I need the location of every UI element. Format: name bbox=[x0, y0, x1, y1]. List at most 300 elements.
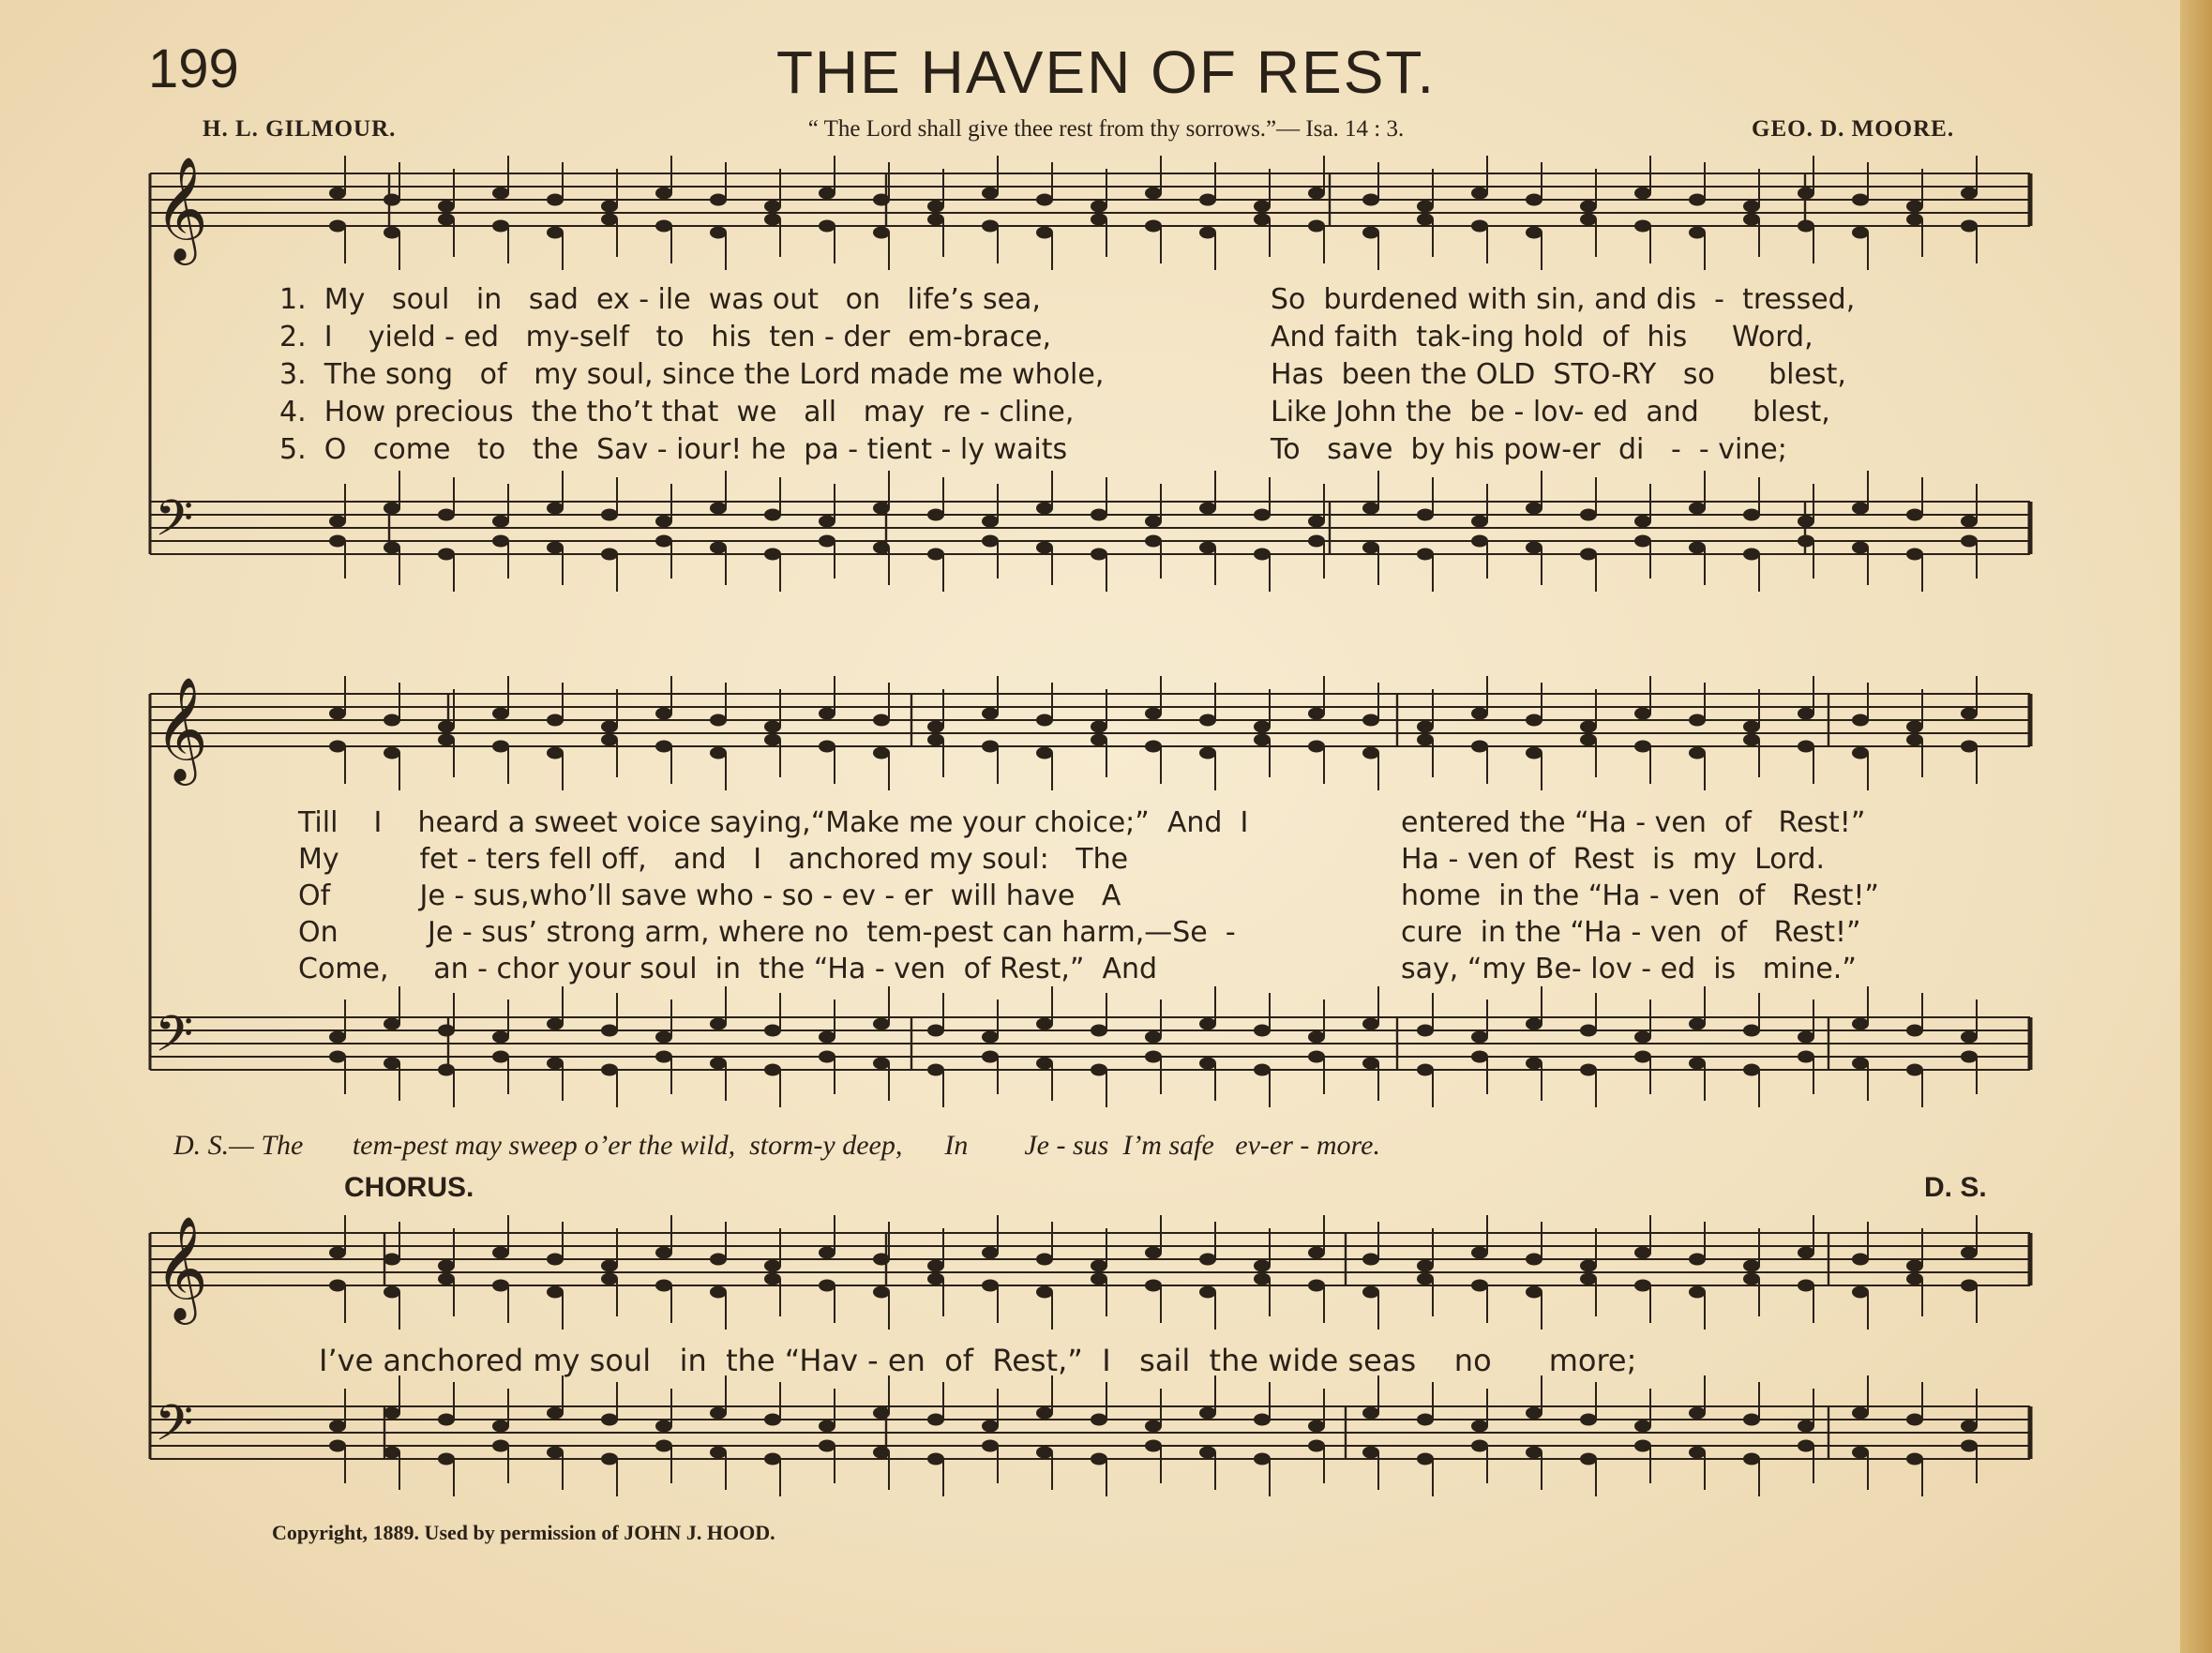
note-head bbox=[1743, 1260, 1760, 1272]
note-head bbox=[438, 1414, 455, 1426]
note-head bbox=[764, 1025, 781, 1037]
note-head bbox=[1852, 503, 1869, 515]
note-head bbox=[1254, 1260, 1271, 1272]
note-head bbox=[819, 741, 835, 753]
note-head bbox=[873, 1407, 890, 1420]
note-head bbox=[1199, 714, 1216, 727]
note-head bbox=[1526, 503, 1542, 515]
note-head bbox=[710, 1058, 727, 1070]
note-head bbox=[1362, 194, 1379, 206]
note-head bbox=[1906, 1453, 1923, 1465]
note-head bbox=[819, 708, 835, 720]
verse-line: cure in the “Ha - ven of Rest!” bbox=[1401, 916, 1861, 949]
note-head bbox=[927, 1064, 944, 1076]
note-head bbox=[1471, 516, 1488, 528]
note-head bbox=[601, 721, 618, 733]
note-head bbox=[1743, 509, 1760, 521]
note-head bbox=[384, 1254, 400, 1266]
verse-line: And faith tak-ing hold of his Word, bbox=[1271, 321, 1813, 353]
note-head bbox=[873, 714, 890, 727]
note-head bbox=[982, 741, 999, 753]
note-head bbox=[492, 1280, 509, 1292]
note-head bbox=[547, 714, 564, 727]
note-head bbox=[1308, 1031, 1325, 1044]
treble-clef-icon: 𝄞 bbox=[155, 1215, 208, 1320]
verse-line: 3. The song of my soul, since the Lord made me whole, bbox=[279, 358, 1105, 391]
note-head bbox=[547, 1254, 564, 1266]
note-head bbox=[1634, 516, 1651, 528]
note-head bbox=[1254, 548, 1271, 561]
note-head bbox=[438, 214, 455, 226]
note-head bbox=[1906, 1025, 1923, 1037]
note-head bbox=[1254, 509, 1271, 521]
note-head bbox=[384, 503, 400, 515]
note-head bbox=[927, 1453, 944, 1465]
note-head bbox=[819, 220, 835, 233]
note-head bbox=[492, 708, 509, 720]
note-head bbox=[927, 1025, 944, 1037]
note-head bbox=[655, 708, 672, 720]
note-head bbox=[1362, 1254, 1379, 1266]
note-head bbox=[1798, 516, 1814, 528]
note-head bbox=[710, 503, 727, 515]
note-head bbox=[655, 741, 672, 753]
note-head bbox=[1308, 1247, 1325, 1259]
note-head bbox=[710, 542, 727, 554]
note-head bbox=[1526, 714, 1542, 727]
note-head bbox=[1036, 1286, 1053, 1299]
verse-line: To save by his pow-er di - - vine; bbox=[1271, 433, 1787, 466]
note-head bbox=[1036, 194, 1053, 206]
note-head bbox=[438, 509, 455, 521]
note-head bbox=[1362, 1407, 1379, 1420]
note-head bbox=[1471, 220, 1488, 233]
note-head bbox=[1906, 721, 1923, 733]
note-head bbox=[1091, 1414, 1107, 1426]
note-head bbox=[710, 714, 727, 727]
note-head bbox=[1852, 1407, 1869, 1420]
note-head bbox=[1852, 194, 1869, 206]
note-head bbox=[1308, 220, 1325, 233]
note-head bbox=[1580, 1453, 1597, 1465]
hymn-title: THE HAVEN OF REST. bbox=[775, 38, 1437, 106]
note-head bbox=[1362, 1058, 1379, 1070]
note-head bbox=[927, 1414, 944, 1426]
verse-line: So burdened with sin, and dis - tressed, bbox=[1271, 283, 1856, 316]
note-head bbox=[1634, 535, 1651, 548]
note-head bbox=[873, 1058, 890, 1070]
note-head bbox=[873, 542, 890, 554]
note-head bbox=[1634, 1051, 1651, 1063]
note-head bbox=[1798, 1247, 1814, 1259]
note-head bbox=[329, 516, 346, 528]
verse-line: Come, an - chor your soul in the “Ha - ven of Rest,” And bbox=[298, 953, 1158, 985]
note-head bbox=[1199, 1407, 1216, 1420]
note-head bbox=[1689, 714, 1706, 727]
note-head bbox=[1471, 535, 1488, 548]
note-head bbox=[601, 734, 618, 746]
note-head bbox=[329, 1051, 346, 1063]
note-head bbox=[1526, 1447, 1542, 1459]
dal-segno-mark: D. S. bbox=[1924, 1172, 1987, 1203]
note-head bbox=[1852, 1254, 1869, 1266]
treble-clef-icon: 𝄞 bbox=[155, 676, 208, 781]
note-head bbox=[1199, 227, 1216, 239]
note-head bbox=[1743, 548, 1760, 561]
note-head bbox=[982, 1051, 999, 1063]
note-head bbox=[1852, 1018, 1869, 1030]
note-head bbox=[1580, 201, 1597, 213]
note-head bbox=[384, 194, 400, 206]
verse-line: On Je - sus’ strong arm, where no tem-pest can harm,—Se - bbox=[298, 916, 1236, 949]
note-head bbox=[1145, 188, 1162, 200]
note-head bbox=[1417, 1414, 1434, 1426]
note-head bbox=[1417, 734, 1434, 746]
note-head bbox=[1254, 214, 1271, 226]
note-head bbox=[547, 194, 564, 206]
note-head bbox=[1580, 1025, 1597, 1037]
note-head bbox=[1036, 1058, 1053, 1070]
note-head bbox=[1689, 542, 1706, 554]
note-head bbox=[438, 1025, 455, 1037]
note-head bbox=[547, 1407, 564, 1420]
note-head bbox=[1091, 1260, 1107, 1272]
note-head bbox=[819, 1420, 835, 1433]
verse-line: Has been the OLD STO-RY so blest, bbox=[1271, 358, 1846, 391]
note-head bbox=[1526, 227, 1542, 239]
note-head bbox=[1145, 741, 1162, 753]
note-head bbox=[1961, 741, 1978, 753]
note-head bbox=[1308, 1280, 1325, 1292]
note-head bbox=[547, 1447, 564, 1459]
note-head bbox=[1417, 201, 1434, 213]
note-head bbox=[1417, 214, 1434, 226]
note-head bbox=[1254, 1453, 1271, 1465]
note-head bbox=[764, 734, 781, 746]
note-head bbox=[1798, 708, 1814, 720]
note-head bbox=[1852, 747, 1869, 759]
note-head bbox=[1743, 1414, 1760, 1426]
note-head bbox=[1417, 1273, 1434, 1285]
note-head bbox=[655, 1247, 672, 1259]
note-head bbox=[1798, 535, 1814, 548]
note-head bbox=[1091, 214, 1107, 226]
note-head bbox=[601, 1453, 618, 1465]
note-head bbox=[1417, 1064, 1434, 1076]
note-head bbox=[764, 1453, 781, 1465]
note-head bbox=[1036, 542, 1053, 554]
note-head bbox=[329, 1440, 346, 1452]
note-head bbox=[1580, 1414, 1597, 1426]
note-head bbox=[1634, 741, 1651, 753]
note-head bbox=[1091, 721, 1107, 733]
note-head bbox=[1254, 1025, 1271, 1037]
note-head bbox=[764, 548, 781, 561]
note-head bbox=[1743, 734, 1760, 746]
verse-line: 2. I yield - ed my-self to his ten - der em-brace, bbox=[279, 321, 1052, 353]
verse-line: Of Je - sus,who’ll save who - so - ev - er will have A bbox=[298, 879, 1121, 912]
note-head bbox=[710, 1018, 727, 1030]
note-head bbox=[1362, 542, 1379, 554]
note-head bbox=[1852, 714, 1869, 727]
note-head bbox=[819, 1031, 835, 1044]
note-head bbox=[927, 721, 944, 733]
note-head bbox=[1471, 1280, 1488, 1292]
note-head bbox=[1906, 734, 1923, 746]
note-head bbox=[1961, 516, 1978, 528]
note-head bbox=[1580, 1260, 1597, 1272]
note-head bbox=[1689, 1254, 1706, 1266]
note-head bbox=[764, 1414, 781, 1426]
note-head bbox=[1689, 1447, 1706, 1459]
note-head bbox=[492, 741, 509, 753]
note-head bbox=[1308, 708, 1325, 720]
note-head bbox=[1798, 188, 1814, 200]
note-head bbox=[655, 535, 672, 548]
note-head bbox=[1743, 1025, 1760, 1037]
note-head bbox=[547, 1018, 564, 1030]
note-head bbox=[492, 188, 509, 200]
note-head bbox=[1471, 1051, 1488, 1063]
note-head bbox=[1743, 1064, 1760, 1076]
note-head bbox=[1145, 1420, 1162, 1433]
note-head bbox=[1254, 201, 1271, 213]
note-head bbox=[1145, 1247, 1162, 1259]
note-head bbox=[819, 1280, 835, 1292]
note-head bbox=[492, 1247, 509, 1259]
note-head bbox=[1362, 1018, 1379, 1030]
note-head bbox=[1254, 734, 1271, 746]
note-head bbox=[710, 1447, 727, 1459]
note-head bbox=[927, 201, 944, 213]
note-head bbox=[1852, 1447, 1869, 1459]
note-head bbox=[764, 509, 781, 521]
note-head bbox=[438, 734, 455, 746]
note-head bbox=[1580, 1064, 1597, 1076]
note-head bbox=[982, 708, 999, 720]
note-head bbox=[1471, 741, 1488, 753]
note-head bbox=[1036, 714, 1053, 727]
note-head bbox=[819, 1440, 835, 1452]
note-head bbox=[329, 741, 346, 753]
note-head bbox=[1417, 1025, 1434, 1037]
note-head bbox=[1526, 1407, 1542, 1420]
note-head bbox=[873, 194, 890, 206]
note-head bbox=[1526, 1254, 1542, 1266]
note-head bbox=[1634, 1440, 1651, 1452]
note-head bbox=[1036, 1407, 1053, 1420]
note-head bbox=[1471, 708, 1488, 720]
note-head bbox=[764, 1260, 781, 1272]
note-head bbox=[1471, 1420, 1488, 1433]
note-head bbox=[764, 214, 781, 226]
note-head bbox=[819, 1247, 835, 1259]
verse-line: 5. O come to the Sav - iour! he pa - tient - ly waits bbox=[279, 433, 1068, 466]
note-head bbox=[1199, 503, 1216, 515]
note-head bbox=[438, 201, 455, 213]
note-head bbox=[1199, 747, 1216, 759]
note-head bbox=[1471, 1247, 1488, 1259]
note-head bbox=[982, 1031, 999, 1044]
note-head bbox=[1036, 1018, 1053, 1030]
note-head bbox=[384, 747, 400, 759]
note-head bbox=[1199, 1254, 1216, 1266]
note-head bbox=[329, 708, 346, 720]
verse-line: Till I heard a sweet voice saying,“Make me your choice;” And I bbox=[298, 806, 1249, 839]
note-head bbox=[982, 1440, 999, 1452]
note-head bbox=[1961, 1031, 1978, 1044]
note-head bbox=[1036, 1447, 1053, 1459]
note-head bbox=[1199, 1018, 1216, 1030]
note-head bbox=[819, 535, 835, 548]
note-head bbox=[1852, 1286, 1869, 1299]
note-head bbox=[873, 1286, 890, 1299]
note-head bbox=[710, 227, 727, 239]
note-head bbox=[1308, 188, 1325, 200]
note-head bbox=[1091, 734, 1107, 746]
note-head bbox=[547, 747, 564, 759]
note-head bbox=[1362, 714, 1379, 727]
note-head bbox=[1145, 535, 1162, 548]
note-head bbox=[1634, 220, 1651, 233]
note-head bbox=[764, 1064, 781, 1076]
note-head bbox=[1580, 509, 1597, 521]
scripture-reference: “ The Lord shall give thee rest from thy sorrows.”— Isa. 14 : 3. bbox=[807, 116, 1405, 142]
note-head bbox=[1961, 1051, 1978, 1063]
note-head bbox=[655, 1051, 672, 1063]
page-number: 199 bbox=[148, 38, 239, 99]
note-head bbox=[655, 1280, 672, 1292]
note-head bbox=[1906, 1273, 1923, 1285]
note-head bbox=[1145, 708, 1162, 720]
note-head bbox=[1689, 227, 1706, 239]
note-head bbox=[329, 535, 346, 548]
note-head bbox=[1689, 503, 1706, 515]
note-head bbox=[547, 503, 564, 515]
note-head bbox=[873, 227, 890, 239]
note-head bbox=[1308, 516, 1325, 528]
bass-clef-icon: 𝄢 bbox=[155, 1395, 194, 1465]
note-head bbox=[819, 1051, 835, 1063]
note-head bbox=[438, 1064, 455, 1076]
bass-clef-icon: 𝄢 bbox=[155, 1006, 194, 1075]
note-head bbox=[1036, 747, 1053, 759]
note-head bbox=[819, 188, 835, 200]
note-head bbox=[1634, 1031, 1651, 1044]
note-head bbox=[927, 214, 944, 226]
note-head bbox=[1689, 1286, 1706, 1299]
note-head bbox=[1471, 188, 1488, 200]
note-head bbox=[438, 721, 455, 733]
note-head bbox=[1145, 516, 1162, 528]
note-head bbox=[1852, 227, 1869, 239]
note-head bbox=[1961, 1420, 1978, 1433]
note-head bbox=[873, 1254, 890, 1266]
note-head bbox=[1526, 1286, 1542, 1299]
note-head bbox=[1961, 1247, 1978, 1259]
note-head bbox=[1580, 548, 1597, 561]
note-head bbox=[710, 1286, 727, 1299]
note-head bbox=[710, 1407, 727, 1420]
note-head bbox=[1145, 220, 1162, 233]
note-head bbox=[1798, 1440, 1814, 1452]
note-head bbox=[1199, 542, 1216, 554]
note-head bbox=[982, 1280, 999, 1292]
note-head bbox=[1634, 1280, 1651, 1292]
note-head bbox=[1689, 1018, 1706, 1030]
copyright-notice: Copyright, 1889. Used by permission of JOHN J. HOOD. bbox=[272, 1521, 775, 1544]
note-head bbox=[1417, 721, 1434, 733]
note-head bbox=[1961, 220, 1978, 233]
note-head bbox=[1961, 535, 1978, 548]
note-head bbox=[1689, 1407, 1706, 1420]
note-head bbox=[819, 516, 835, 528]
note-head bbox=[1254, 1414, 1271, 1426]
note-head bbox=[492, 220, 509, 233]
note-head bbox=[1634, 708, 1651, 720]
note-head bbox=[982, 220, 999, 233]
note-head bbox=[1471, 1031, 1488, 1044]
note-head bbox=[655, 516, 672, 528]
note-head bbox=[1689, 747, 1706, 759]
note-head bbox=[1798, 1051, 1814, 1063]
note-head bbox=[1526, 194, 1542, 206]
note-head bbox=[1362, 227, 1379, 239]
note-head bbox=[1906, 1064, 1923, 1076]
note-head bbox=[1634, 188, 1651, 200]
note-head bbox=[1145, 1440, 1162, 1452]
note-head bbox=[1580, 721, 1597, 733]
note-head bbox=[601, 548, 618, 561]
note-head bbox=[927, 1273, 944, 1285]
note-head bbox=[1689, 194, 1706, 206]
dal-segno-lyric: D. S.— The tem-pest may sweep o’er the wild, storm-y deep, In Je - sus I’m safe ev-er - more. bbox=[173, 1130, 1380, 1161]
note-head bbox=[1362, 503, 1379, 515]
note-head bbox=[329, 188, 346, 200]
note-head bbox=[547, 227, 564, 239]
note-head bbox=[384, 542, 400, 554]
note-head bbox=[1308, 535, 1325, 548]
note-head bbox=[329, 1420, 346, 1433]
note-head bbox=[1961, 708, 1978, 720]
note-head bbox=[1526, 1018, 1542, 1030]
note-head bbox=[1798, 220, 1814, 233]
note-head bbox=[329, 220, 346, 233]
note-head bbox=[710, 1254, 727, 1266]
verse-line: say, “my Be- lov - ed is mine.” bbox=[1401, 953, 1857, 985]
note-head bbox=[1091, 1025, 1107, 1037]
note-head bbox=[438, 1453, 455, 1465]
note-head bbox=[873, 747, 890, 759]
note-head bbox=[1743, 1453, 1760, 1465]
note-head bbox=[1091, 201, 1107, 213]
note-head bbox=[1308, 741, 1325, 753]
note-head bbox=[1199, 1447, 1216, 1459]
note-head bbox=[1961, 1280, 1978, 1292]
treble-clef-icon: 𝄞 bbox=[155, 156, 208, 261]
note-head bbox=[655, 188, 672, 200]
note-head bbox=[873, 1447, 890, 1459]
note-head bbox=[655, 220, 672, 233]
note-head bbox=[764, 721, 781, 733]
note-head bbox=[1036, 503, 1053, 515]
lyricist-credit: H. L. GILMOUR. bbox=[203, 116, 397, 142]
note-head bbox=[927, 548, 944, 561]
note-head bbox=[1199, 1286, 1216, 1299]
note-head bbox=[1145, 1280, 1162, 1292]
note-head bbox=[655, 1031, 672, 1044]
verse-line: My fet - ters fell off, and I anchored my soul: The bbox=[298, 843, 1129, 876]
